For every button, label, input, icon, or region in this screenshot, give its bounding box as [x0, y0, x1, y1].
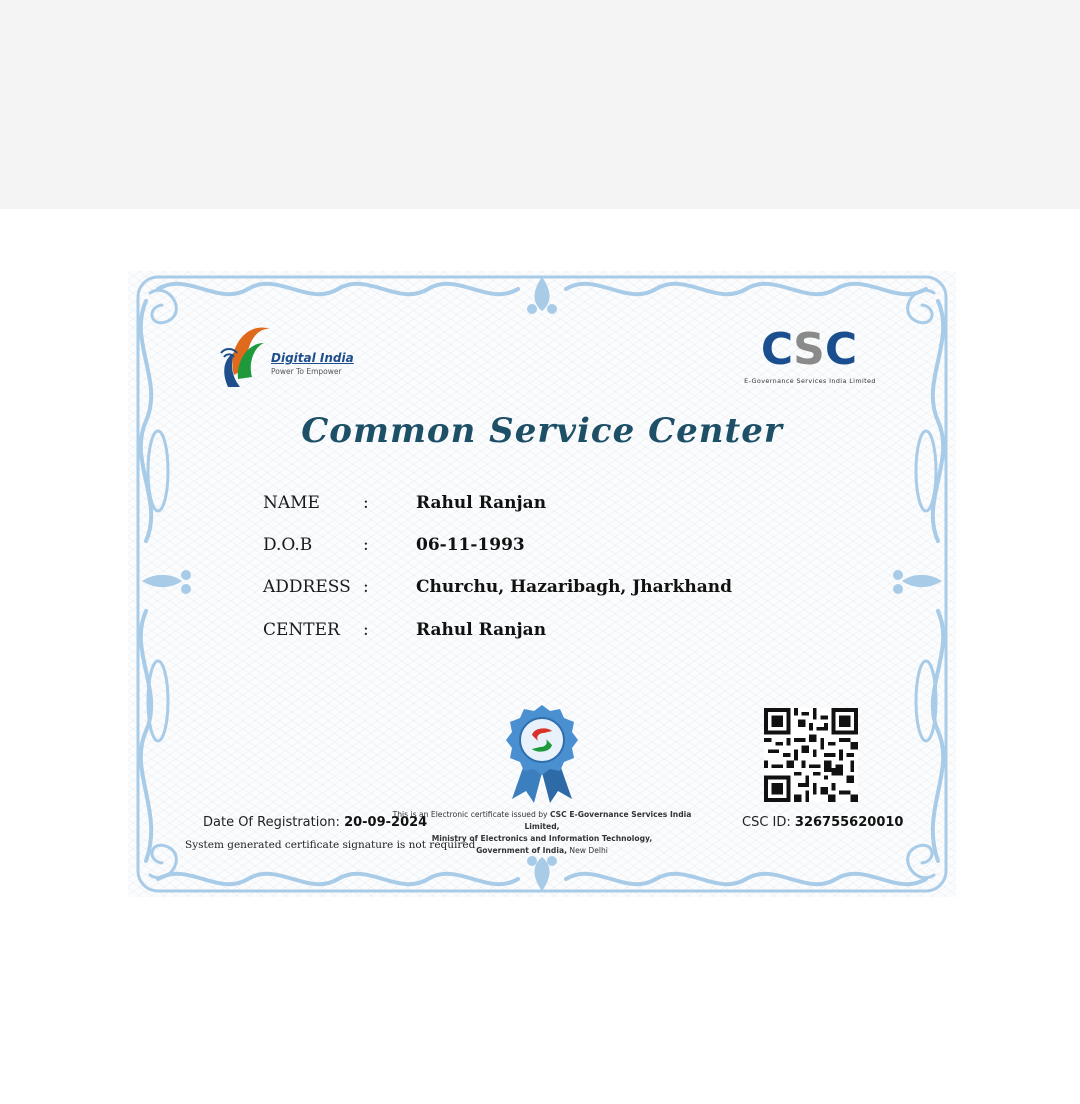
- issuer-city: New Delhi: [569, 846, 608, 855]
- registration-label: Date Of Registration:: [203, 815, 340, 830]
- rosette-badge-icon: [504, 703, 580, 805]
- address-label: ADDRESS: [263, 577, 351, 597]
- issuer-statement: [378, 809, 706, 857]
- issuer-prefix: This is an Electronic certificate issued by: [392, 810, 548, 819]
- address-value: Churchu, Hazaribagh, Jharkhand: [416, 577, 733, 597]
- registration-date-value: 20-09-2024: [344, 815, 428, 830]
- csc-certificate: [128, 271, 956, 897]
- signature-note: System generated certificate signature is not required: [185, 839, 476, 851]
- center-label: CENTER: [263, 620, 340, 640]
- dob-separator: :: [363, 535, 369, 555]
- name-label: NAME: [263, 493, 320, 513]
- csc-logo: [760, 324, 858, 375]
- top-gray-band: [0, 0, 1080, 209]
- certificate-title: Common Service Center: [301, 411, 783, 451]
- csc-id-label: CSC ID:: [742, 815, 791, 830]
- csc-logo-subtitle: E-Governance Services India Limited: [744, 377, 876, 385]
- address-separator: :: [363, 577, 369, 597]
- dob-label: D.O.B: [263, 535, 313, 555]
- csc-logo-letter-2: S: [793, 324, 825, 375]
- csc-id: [742, 815, 903, 830]
- issuer-government: Government of India,: [476, 846, 567, 855]
- dob-value: 06-11-1993: [416, 535, 525, 555]
- center-value: Rahul Ranjan: [416, 620, 547, 640]
- issuer-ministry: Ministry of Electronics and Information Technology,: [431, 834, 653, 843]
- csc-logo-letter-3: C: [824, 324, 858, 375]
- digital-india-tagline: Power To Empower: [271, 367, 342, 376]
- issuer-org: CSC E-Governance Services India Limited,: [524, 810, 692, 831]
- csc-logo-letter-1: C: [760, 324, 794, 375]
- digital-india-wordmark: Digital India: [271, 351, 354, 365]
- name-separator: :: [363, 493, 369, 513]
- qr-code-icon: [764, 708, 858, 802]
- csc-id-value: 326755620010: [794, 815, 904, 830]
- center-separator: :: [363, 620, 369, 640]
- name-value: Rahul Ranjan: [416, 493, 547, 513]
